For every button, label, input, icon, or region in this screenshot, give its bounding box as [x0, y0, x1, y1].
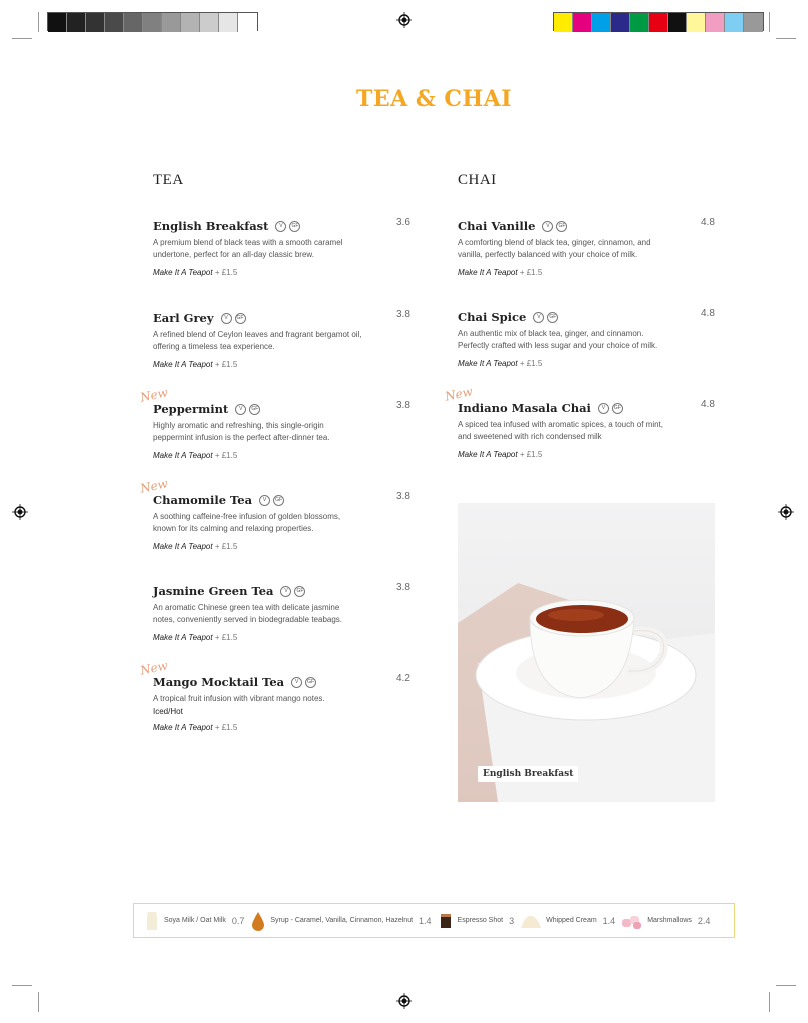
item-name-row: [153, 311, 415, 325]
teapot-price: + £1.5: [214, 451, 238, 460]
item-name: Chamomile Tea: [153, 493, 253, 507]
color-swatch: [649, 13, 668, 32]
teapot-price: + £1.5: [214, 268, 238, 277]
color-swatch: [124, 13, 143, 32]
dietary-badges: [280, 586, 305, 597]
item-name-row: [153, 584, 415, 598]
color-swatch: [611, 13, 630, 32]
addon-label: Marshmallows: [647, 917, 692, 924]
dietary-badge-icon: V: [533, 312, 544, 323]
item-description: A refined blend of Ceylon leaves and fragrant bergamot oil, offering a timeless tea experience.: [153, 330, 362, 351]
item-price: 4.8: [701, 217, 715, 228]
new-item-tag: New: [138, 658, 170, 678]
teapot-label: Make It A Teapot: [153, 360, 213, 369]
item-name: Earl Grey: [153, 311, 214, 325]
page-title: TEA & CHAI: [355, 86, 513, 112]
color-swatch: [744, 13, 763, 32]
item-price: 3.8: [396, 309, 410, 320]
dietary-badge-icon: GF: [612, 403, 623, 414]
crop-mark: [38, 992, 39, 1012]
espresso-cup-icon: [438, 910, 454, 932]
teapot-label: Make It A Teapot: [153, 542, 213, 551]
dietary-badges: [221, 313, 246, 324]
color-swatch: [554, 13, 573, 32]
dietary-badge-icon: V: [235, 404, 246, 415]
registration-mark-icon: [12, 504, 28, 520]
addon-espresso-shot: [438, 910, 515, 932]
teapot-upgrade: [153, 633, 415, 642]
whipped-cream-icon: [520, 910, 542, 932]
new-item-tag: New: [443, 384, 475, 404]
item-name: Chai Spice: [458, 310, 527, 324]
item-price: 3.8: [396, 400, 410, 411]
add-ons-bar: [133, 903, 735, 938]
menu-item: [153, 311, 415, 369]
color-swatch: [706, 13, 725, 32]
registration-mark-icon: [396, 993, 412, 1009]
item-price: 4.8: [701, 308, 715, 319]
item-description: An authentic mix of black tea, ginger, and cinnamon. Perfectly crafted with less sugar and your choice of milk.: [458, 329, 658, 350]
dietary-badge-icon: GF: [556, 221, 567, 232]
dietary-badge-icon: GF: [235, 313, 246, 324]
grayscale-color-bar: [47, 12, 258, 31]
color-swatch: [238, 13, 257, 32]
item-price: 3.6: [396, 217, 410, 228]
addon-soya-oat-milk: [144, 910, 244, 932]
dietary-badges: [533, 312, 558, 323]
item-description: A premium blend of black teas with a smooth caramel undertone, perfect for an all-day classic brew.: [153, 238, 343, 259]
teapot-upgrade: [153, 542, 415, 551]
menu-item: [153, 675, 415, 732]
crop-mark: [776, 985, 796, 986]
addon-price: 0.7: [231, 915, 245, 926]
dietary-badge-icon: V: [259, 495, 270, 506]
item-name-row: [153, 402, 415, 416]
teapot-label: Make It A Teapot: [458, 359, 518, 368]
dietary-badge-icon: V: [275, 221, 286, 232]
teapot-label: Make It A Teapot: [153, 268, 213, 277]
addon-label: Soya Milk / Oat Milk: [164, 917, 226, 924]
teapot-upgrade: [458, 359, 720, 368]
item-name-row: [458, 310, 720, 324]
dietary-badge-icon: GF: [249, 404, 260, 415]
item-name: Indiano Masala Chai: [458, 401, 591, 415]
addon-syrup: [250, 910, 431, 932]
teacup-illustration: [458, 503, 715, 802]
dietary-badge-icon: V: [221, 313, 232, 324]
teapot-price: + £1.5: [519, 450, 543, 459]
item-name: English Breakfast: [153, 219, 269, 233]
photo-caption: English Breakfast: [478, 766, 578, 782]
dietary-badge-icon: V: [280, 586, 291, 597]
teapot-upgrade: [458, 268, 720, 277]
item-price: 3.8: [396, 491, 410, 502]
crop-mark: [12, 985, 32, 986]
teapot-price: + £1.5: [214, 542, 238, 551]
crop-mark: [776, 38, 796, 39]
addon-price: 1.4: [602, 915, 616, 926]
dietary-badge-icon: GF: [294, 586, 305, 597]
color-swatch: [630, 13, 649, 32]
teapot-label: Make It A Teapot: [458, 268, 518, 277]
item-name-row: [153, 493, 415, 507]
dietary-badge-icon: GF: [547, 312, 558, 323]
dietary-badge-icon: V: [598, 403, 609, 414]
marshmallow-icon: [621, 910, 643, 932]
teapot-upgrade: [153, 268, 415, 277]
color-swatch: [573, 13, 592, 32]
color-swatch: [592, 13, 611, 32]
menu-item: [458, 401, 720, 459]
tea-section-title: TEA: [153, 172, 184, 188]
color-swatch: [200, 13, 219, 32]
teapot-price: + £1.5: [214, 360, 238, 369]
dietary-badges: [259, 495, 284, 506]
item-description: A spiced tea infused with aromatic spices, a touch of mint, and sweetened with rich condensed milk: [458, 420, 663, 441]
dietary-badges: [598, 403, 623, 414]
color-swatch: [162, 13, 181, 32]
registration-mark-icon: [396, 12, 412, 28]
item-name-row: [153, 219, 415, 233]
menu-item: [153, 493, 415, 551]
color-swatch: [725, 13, 744, 32]
dietary-badges: [235, 404, 260, 415]
teapot-price: + £1.5: [519, 359, 543, 368]
addon-price: 2.4: [697, 915, 711, 926]
teapot-upgrade: [458, 450, 720, 459]
teapot-label: Make It A Teapot: [153, 723, 213, 732]
addon-label: Whipped Cream: [546, 917, 597, 924]
chai-section-title: CHAI: [458, 172, 497, 188]
menu-item: [153, 402, 415, 460]
teapot-price: + £1.5: [519, 268, 543, 277]
teapot-upgrade: [153, 451, 415, 460]
teapot-upgrade: [153, 360, 415, 369]
item-description: A soothing caffeine-free infusion of golden blossoms, known for its calming and relaxing properties.: [153, 512, 341, 533]
teapot-label: Make It A Teapot: [153, 633, 213, 642]
milk-carton-icon: [144, 910, 160, 932]
dietary-badge-icon: V: [542, 221, 553, 232]
item-name: Jasmine Green Tea: [153, 584, 274, 598]
item-description: A comforting blend of black tea, ginger, cinnamon, and vanilla, perfectly balanced with your choice of milk.: [458, 238, 651, 259]
color-swatch: [143, 13, 162, 32]
addon-price: 1.4: [419, 915, 432, 926]
color-swatch: [181, 13, 200, 32]
process-color-bar: [553, 12, 764, 31]
item-name: Chai Vanille: [458, 219, 536, 233]
teapot-upgrade: [153, 723, 415, 732]
syrup-drop-icon: [250, 910, 266, 932]
item-name-row: [458, 401, 720, 415]
item-description: An aromatic Chinese green tea with delicate jasmine notes, conveniently served in biodegradable teabags.: [153, 603, 343, 624]
dietary-badges: [542, 221, 567, 232]
addon-whipped-cream: [520, 910, 615, 932]
addon-label: Syrup - Caramel, Vanilla, Cinnamon, Hazelnut: [270, 917, 414, 924]
dietary-badge-icon: GF: [305, 677, 316, 688]
item-description: A tropical fruit infusion with vibrant mango notes.: [153, 694, 325, 703]
dietary-badge-icon: V: [291, 677, 302, 688]
menu-item: [153, 584, 415, 642]
crop-mark: [769, 992, 770, 1012]
crop-mark: [12, 38, 32, 39]
dietary-badge-icon: GF: [273, 495, 284, 506]
crop-mark: [769, 12, 770, 32]
color-swatch: [219, 13, 238, 32]
item-price: 3.8: [396, 582, 410, 593]
item-name-row: [458, 219, 720, 233]
item-serving-option: Iced/Hot: [153, 707, 183, 716]
color-swatch: [687, 13, 706, 32]
menu-item: [458, 219, 720, 277]
dietary-badges: [275, 221, 300, 232]
registration-mark-icon: [778, 504, 794, 520]
color-swatch: [67, 13, 86, 32]
teapot-label: Make It A Teapot: [153, 451, 213, 460]
menu-item: [153, 219, 415, 277]
teapot-price: + £1.5: [214, 633, 238, 642]
new-item-tag: New: [138, 476, 170, 496]
color-swatch: [668, 13, 687, 32]
item-name-row: [153, 675, 415, 689]
dietary-badges: [291, 677, 316, 688]
teapot-price: + £1.5: [214, 723, 238, 732]
addon-price: 3: [509, 915, 515, 926]
dietary-badge-icon: GF: [289, 221, 300, 232]
addon-label: Espresso Shot: [457, 917, 504, 924]
color-swatch: [105, 13, 124, 32]
color-swatch: [86, 13, 105, 32]
addon-marshmallows: [621, 910, 710, 932]
teapot-label: Make It A Teapot: [458, 450, 518, 459]
menu-item: [458, 310, 720, 368]
crop-mark: [38, 12, 39, 32]
item-price: 4.8: [701, 399, 715, 410]
item-price: 4.2: [396, 673, 410, 684]
item-description: Highly aromatic and refreshing, this single-origin peppermint infusion is the perfect after-dinner tea.: [153, 421, 330, 442]
item-name: Peppermint: [153, 402, 229, 416]
new-item-tag: New: [138, 385, 170, 405]
item-name: Mango Mocktail Tea: [153, 675, 285, 689]
color-swatch: [48, 13, 67, 32]
english-breakfast-photo: [458, 503, 715, 802]
